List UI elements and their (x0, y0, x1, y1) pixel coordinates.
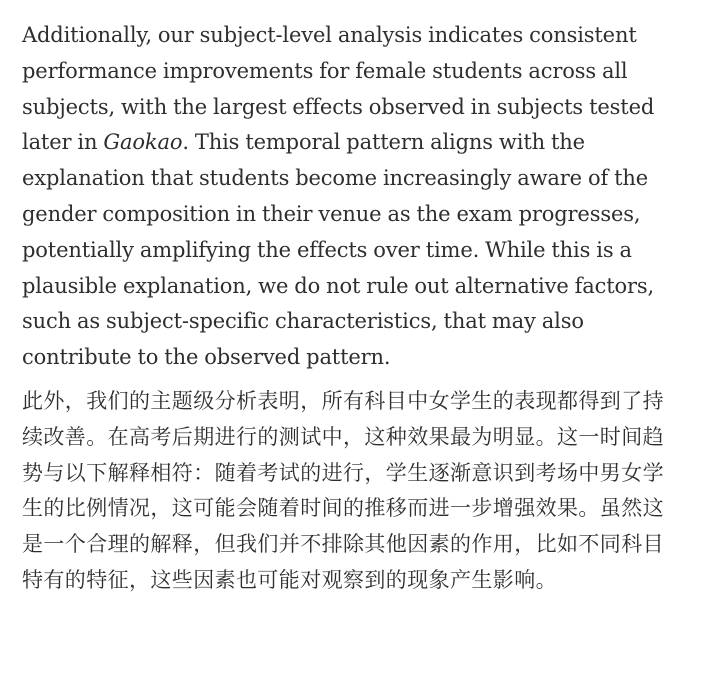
english-paragraph-part2: . This temporal pattern aligns with the explanation that students become increasingly aware of the gender composition in their venue as the exam progresses, potentially amplifying the effects over time. While this is a plausible explanation, we do not rule out alternative factors, such as subject-specific characteristics, that may also contribute to the observed pattern. (22, 130, 655, 370)
chinese-paragraph: 此外，我们的主题级分析表明，所有科目中女学生的表现都得到了持续改善。在高考后期进行的测试中，这种效果最为明显。这一时间趋势与以下解释相符：随着考试的进行，学生逐渐意识到考场中男女学生的比例情况，这可能会随着时间的推移而进一步增强效果。虽然这是一个合理的解释，但我们并不排除其他因素的作用，比如不同科目特有的特征，这些因素也可能对观察到的现象产生影响。 (22, 388, 664, 592)
english-paragraph (22, 18, 672, 376)
document-content (22, 18, 672, 599)
gaokao-italic-term: Gaokao (103, 130, 183, 155)
english-paragraph-part1: Additionally, our subject-level analysis indicates consistent performance improvements for female students across all subjects, with the largest effects observed in subjects tested later in (22, 23, 655, 155)
